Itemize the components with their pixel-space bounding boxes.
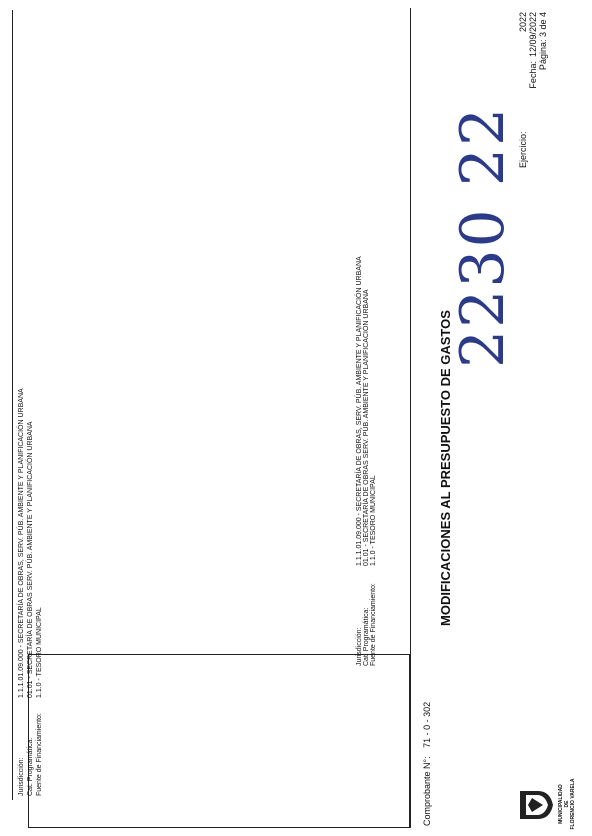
crest-icon xyxy=(518,788,554,822)
org-line-3: FLORENCIO VARELA xyxy=(570,778,576,830)
s1-cat: 01.01 - SECRETARÍA DE OBRAS SERV. PÚB. AMBIENTE Y PLANIFICACIÓN URBANA xyxy=(27,421,34,698)
header-meta xyxy=(518,12,548,168)
handwritten-number: 2230 22 xyxy=(448,105,518,368)
table-area xyxy=(12,10,408,800)
sec1-fuente: 1.1.0 - TESORO MUNICIPAL xyxy=(370,475,377,566)
comprobante-label: Comprobante N°: xyxy=(422,756,432,826)
org-name xyxy=(558,778,576,830)
fecha-value: 12/09/2022 xyxy=(528,12,538,58)
sec1-jur: 1.1.1.01.09.000 - SECRETARÍA DE OBRAS, SERV. PÚB. AMBIENTE Y PLANIFICACIÓN URBANA xyxy=(356,256,363,566)
sec1-cat: 01.01 - SECRETARÍA DE OBRAS SERV. PÚB. AMBIENTE Y PLANIFICACIÓN URBANA xyxy=(363,289,370,566)
s1-fuente-label: Fuente de Financiamiento: xyxy=(36,713,43,796)
ejercicio-value: 2022 xyxy=(518,12,528,33)
org-line-1: MUNICIPALIDAD xyxy=(558,784,564,824)
sec1-jur-label: Jurisdicción: xyxy=(356,627,363,666)
s1-jur: 1.1.1.01.09.000 - SECRETARÍA DE OBRAS, SERV. PÚB. AMBIENTE Y PLANIFICACIÓN URBANA xyxy=(18,388,25,698)
section-1-block xyxy=(12,10,113,800)
fecha-label: Fecha: xyxy=(528,61,538,89)
comprobante-value: 71 - 0 - 302 xyxy=(422,701,432,748)
s1-cat-label: Cat. Programática: xyxy=(27,737,34,796)
ejercicio-label: Ejercicio: xyxy=(518,131,528,168)
s1-fuente: 1.1.0 - TESORO MUNICIPAL xyxy=(36,607,43,698)
sec1-fuente-label: Fuente de Financiamiento: xyxy=(370,583,377,666)
s1-jur-label: Jurisdicción: xyxy=(18,757,25,796)
pagina-text: Página: 3 de 4 xyxy=(538,12,548,71)
comprobante xyxy=(422,702,432,826)
header-rule xyxy=(410,8,411,828)
org-line-2: DE xyxy=(564,800,570,808)
document-title: MODIFICACIONES AL PRESUPUESTO DE GASTOS xyxy=(438,310,453,626)
sec1-cat-label: Cat. Programática: xyxy=(363,607,370,666)
